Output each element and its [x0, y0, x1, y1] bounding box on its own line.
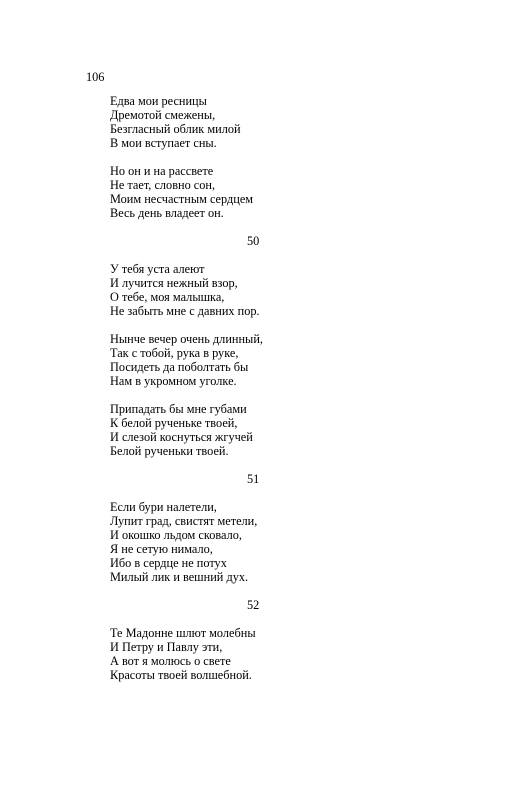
verse-line: Ибо в сердце не потух [110, 556, 227, 570]
verse-line: Милый лик и вешний дух. [110, 570, 249, 584]
verse-line: И окошко льдом сковало, [110, 528, 242, 542]
verse-line: Безгласный облик милой [110, 122, 241, 136]
verse-line: Красоты твоей волшебной. [110, 668, 252, 682]
verse-line: Но он и на рассвете [110, 164, 214, 178]
verse-line: Весь день владеет он. [110, 206, 224, 220]
verse-line: Я не сетую нимало, [110, 542, 213, 556]
verse-line: И лучится нежный взор, [110, 276, 238, 290]
poem-number: 52 [247, 598, 260, 612]
verse-line: Если бури налетели, [110, 500, 217, 514]
stanza [110, 500, 257, 584]
stanza [110, 402, 253, 458]
verse-line: Лупит град, свистят метели, [110, 514, 258, 528]
verse-line: О тебе, моя малышка, [110, 290, 225, 304]
poem-number: 51 [247, 472, 260, 486]
verse-line: Не забыть мне с давних пор. [110, 304, 260, 318]
stanza [110, 332, 263, 388]
verse-line: Не тает, словно сон, [110, 178, 216, 192]
stanza [110, 164, 253, 220]
verse-line: В мои вступает сны. [110, 136, 217, 150]
stanza [110, 94, 241, 150]
verse-line: У тебя уста алеют [110, 262, 205, 276]
stanza [110, 262, 260, 318]
verse-line: К белой рученьке твоей, [110, 416, 238, 430]
stanza [110, 626, 256, 682]
verse-line: Так с тобой, рука в руке, [110, 346, 239, 360]
verse-line: Белой рученьки твоей. [110, 444, 229, 458]
page-number: 106 [86, 70, 105, 84]
verse-line: Нынче вечер очень длинный, [110, 332, 263, 346]
verse-line: И Петру и Павлу эти, [110, 640, 223, 654]
verse-line: Посидеть да поболтать бы [110, 360, 249, 374]
verse-line: Те Мадонне шлют молебны [110, 626, 256, 640]
verse-line: А вот я молюсь о свете [110, 654, 231, 668]
poem-number: 50 [247, 234, 260, 248]
verse-line: Дремотой смежены, [110, 108, 216, 122]
verse-line: Припадать бы мне губами [110, 402, 247, 416]
verse-line: И слезой коснуться жгучей [110, 430, 253, 444]
verse-line: Едва мои ресницы [110, 94, 207, 108]
verse-line: Моим несчастным сердцем [110, 192, 254, 206]
verse-line: Нам в укромном уголке. [110, 374, 237, 388]
